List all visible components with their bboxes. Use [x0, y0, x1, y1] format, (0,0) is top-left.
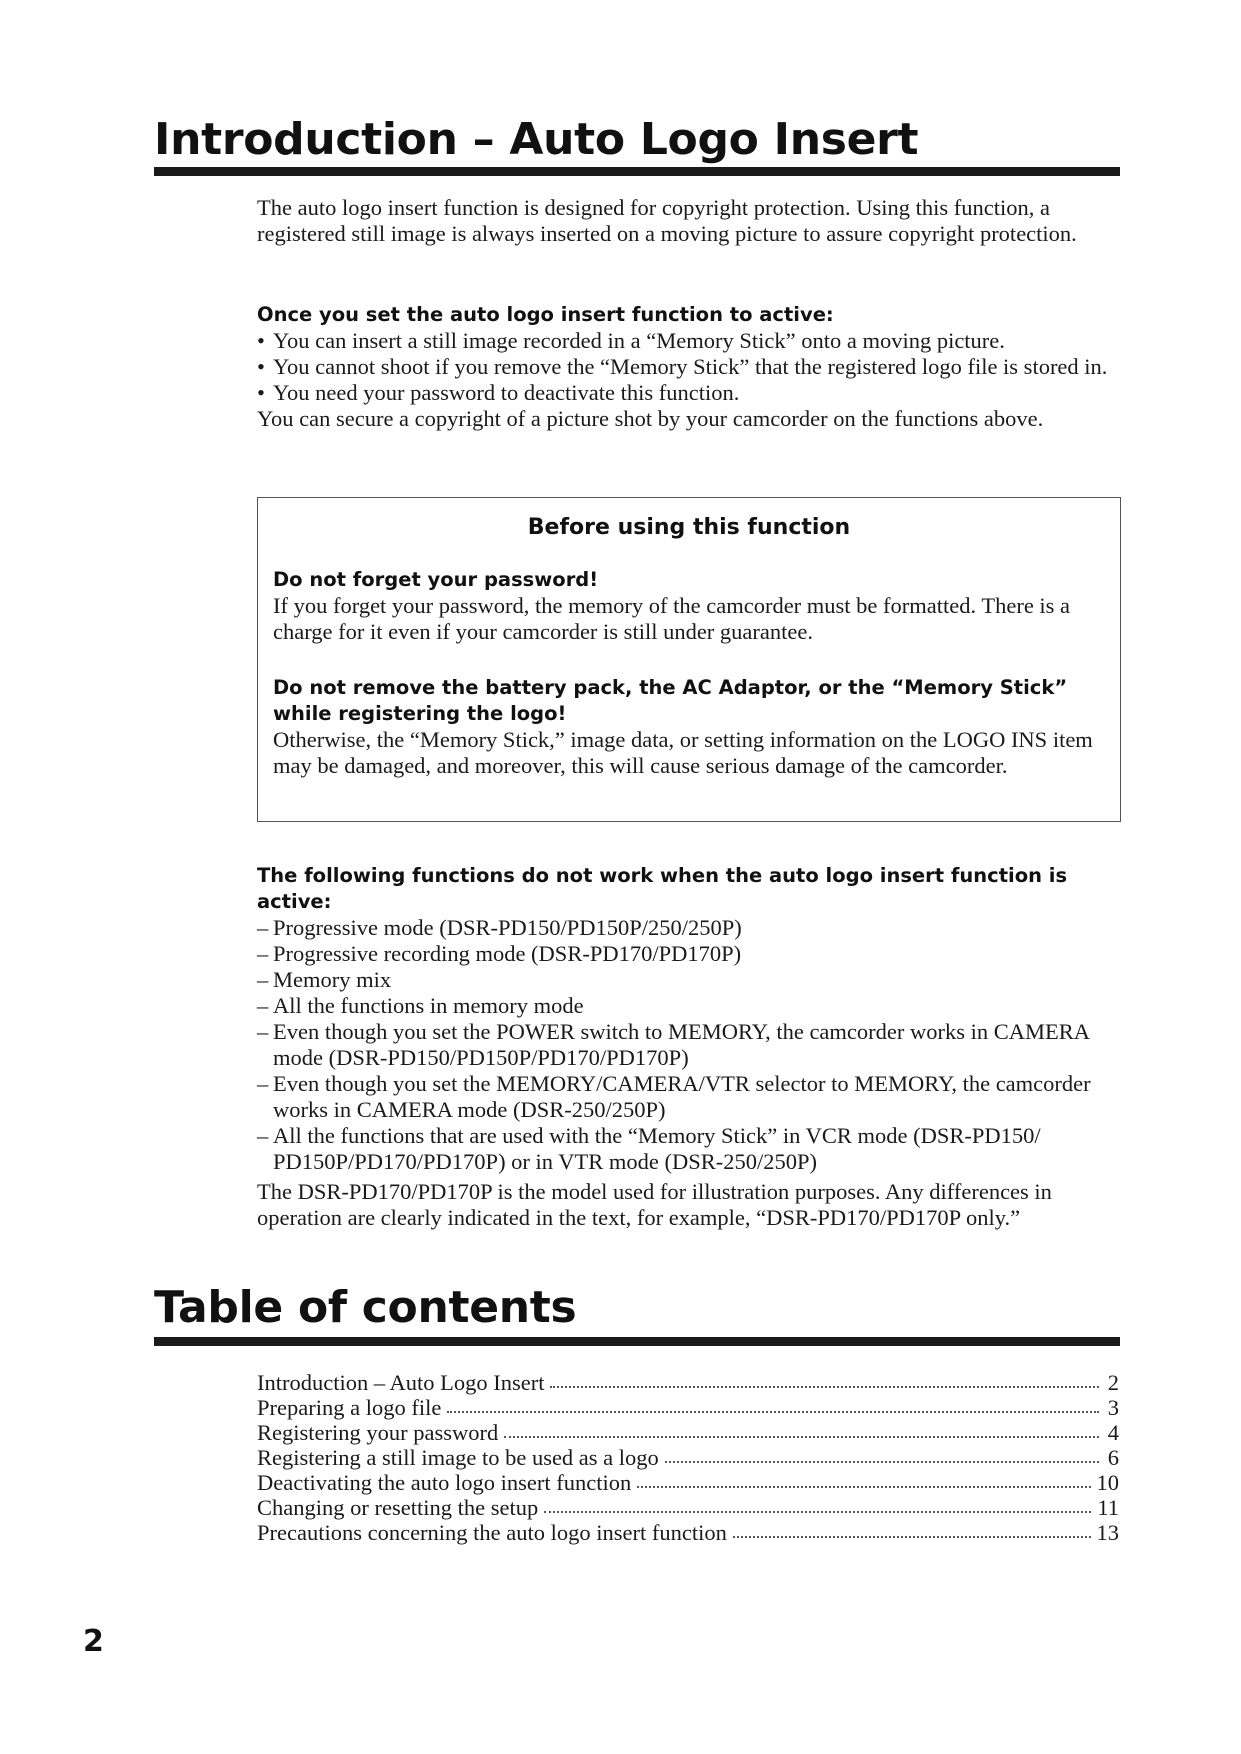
once-bullet-text: You can insert a still image recorded in a “Memory Stick” onto a moving picture. [273, 328, 1005, 353]
toc-leader-dots [665, 1451, 1099, 1463]
toc-heading-rule [154, 1337, 1120, 1346]
toc-entry[interactable] [257, 1395, 1119, 1420]
dash-mark: – [257, 1123, 269, 1148]
toc-entry[interactable] [257, 1420, 1119, 1445]
notwork-item [257, 941, 1127, 967]
once-bullet [257, 380, 1127, 406]
toc-entry[interactable] [257, 1470, 1119, 1495]
notwork-item [257, 1071, 1127, 1123]
toc-entry-label: Introduction – Auto Logo Insert [257, 1370, 545, 1395]
box-item-heading: Do not forget your password! [273, 568, 599, 591]
toc-entry[interactable] [257, 1445, 1119, 1470]
box-item-password [273, 567, 1108, 645]
before-using-box [257, 497, 1121, 822]
secure-text: You can secure a copyright of a picture shot by your camcorder on the functions above. [257, 406, 1044, 431]
notwork-section [257, 863, 1127, 1175]
intro-heading: Introduction – Auto Logo Insert [154, 114, 919, 165]
toc-entry[interactable] [257, 1495, 1119, 1520]
box-item-battery [273, 675, 1108, 779]
toc-leader-dots [447, 1401, 1099, 1413]
once-bullet [257, 328, 1127, 354]
toc-entry-label: Changing or resetting the setup [257, 1495, 539, 1520]
bullet-mark: • [257, 380, 265, 405]
notwork-item-text: Progressive recording mode (DSR-PD170/PD170P) [273, 941, 742, 966]
toc-list [257, 1370, 1119, 1545]
notwork-item-text: Even though you set the POWER switch to MEMORY, the camcorder works in CAMERA mode (DSR-PD150/PD150P/PD170/PD170P) [273, 1019, 1089, 1070]
intro-section [257, 195, 1127, 247]
notwork-item-text: Memory mix [273, 967, 392, 992]
box-item-text: If you forget your password, the memory of the camcorder must be formatted. There is a charge for it even if your camcorder is still under guarantee. [273, 593, 1071, 644]
toc-entry-page: 3 [1107, 1395, 1119, 1420]
once-bullet-text: You cannot shoot if you remove the “Memory Stick” that the registered logo file is stored in. [273, 354, 1108, 379]
toc-entry-label: Registering a still image to be used as a logo [257, 1445, 659, 1470]
notwork-item-text: Even though you set the MEMORY/CAMERA/VTR selector to MEMORY, the camcorder works in CAMERA mode (DSR-250/250P) [273, 1071, 1091, 1122]
toc-entry-page: 6 [1107, 1445, 1119, 1470]
model-note-section [257, 1179, 1127, 1231]
toc-entry-page: 13 [1096, 1520, 1119, 1545]
notwork-item [257, 1019, 1127, 1071]
notwork-item [257, 967, 1127, 993]
toc-entry[interactable] [257, 1370, 1119, 1395]
toc-leader-dots [550, 1376, 1099, 1388]
box-item-text: Otherwise, the “Memory Stick,” image data, or setting information on the LOGO INS item may be damaged, and moreover, this will cause serious damage of the camcorder. [273, 727, 1093, 778]
toc-entry-page: 2 [1107, 1370, 1119, 1395]
toc-entry-label: Registering your password [257, 1420, 499, 1445]
toc-entry-page: 10 [1096, 1470, 1119, 1495]
toc-entry[interactable] [257, 1520, 1119, 1545]
dash-mark: – [257, 967, 269, 992]
toc-entry-label: Preparing a logo file [257, 1395, 442, 1420]
toc-heading: Table of contents [154, 1282, 577, 1333]
dash-mark: – [257, 1071, 269, 1096]
toc-entry-label: Deactivating the auto logo insert function [257, 1470, 632, 1495]
toc-entry-page: 4 [1107, 1420, 1119, 1445]
dash-mark: – [257, 915, 269, 940]
bullet-mark: • [257, 354, 265, 379]
notwork-item [257, 1123, 1127, 1175]
dash-mark: – [257, 1019, 269, 1044]
box-item-heading: Do not remove the battery pack, the AC Adaptor, or the “Memory Stick” while registering the logo! [273, 676, 1068, 725]
toc-leader-dots [504, 1426, 1099, 1438]
toc-leader-dots [637, 1476, 1090, 1488]
notwork-item-text: All the functions that are used with the “Memory Stick” in VCR mode (DSR-PD150/ PD150P/PD170/PD170P) or in VTR mode (DSR-250/250P) [273, 1123, 1041, 1174]
once-bullet [257, 354, 1127, 380]
notwork-item [257, 993, 1127, 1019]
toc-entry-page: 11 [1097, 1495, 1119, 1520]
page-number: 2 [83, 1624, 104, 1659]
toc-entry-label: Precautions concerning the auto logo insert function [257, 1520, 727, 1545]
toc-leader-dots [733, 1526, 1091, 1538]
notwork-item-text: All the functions in memory mode [273, 993, 584, 1018]
notwork-heading: The following functions do not work when the auto logo insert function is active: [257, 864, 1068, 913]
toc-leader-dots [544, 1501, 1091, 1513]
notwork-item [257, 915, 1127, 941]
intro-heading-rule [154, 167, 1120, 176]
model-note: The DSR-PD170/PD170P is the model used for illustration purposes. Any differences in operation are clearly indicated in the text, for example, “DSR-PD170/PD170P only.” [257, 1179, 1052, 1230]
bullet-mark: • [257, 328, 265, 353]
dash-mark: – [257, 993, 269, 1018]
box-title: Before using this function [527, 515, 851, 540]
once-bullet-text: You need your password to deactivate this function. [273, 380, 740, 405]
once-heading: Once you set the auto logo insert function to active: [257, 303, 834, 326]
intro-paragraph: The auto logo insert function is designed for copyright protection. Using this function, a registered still image is always inserted on a moving picture to assure copyright protection. [257, 195, 1077, 246]
dash-mark: – [257, 941, 269, 966]
notwork-item-text: Progressive mode (DSR-PD150/PD150P/250/250P) [273, 915, 742, 940]
once-section [257, 302, 1127, 432]
